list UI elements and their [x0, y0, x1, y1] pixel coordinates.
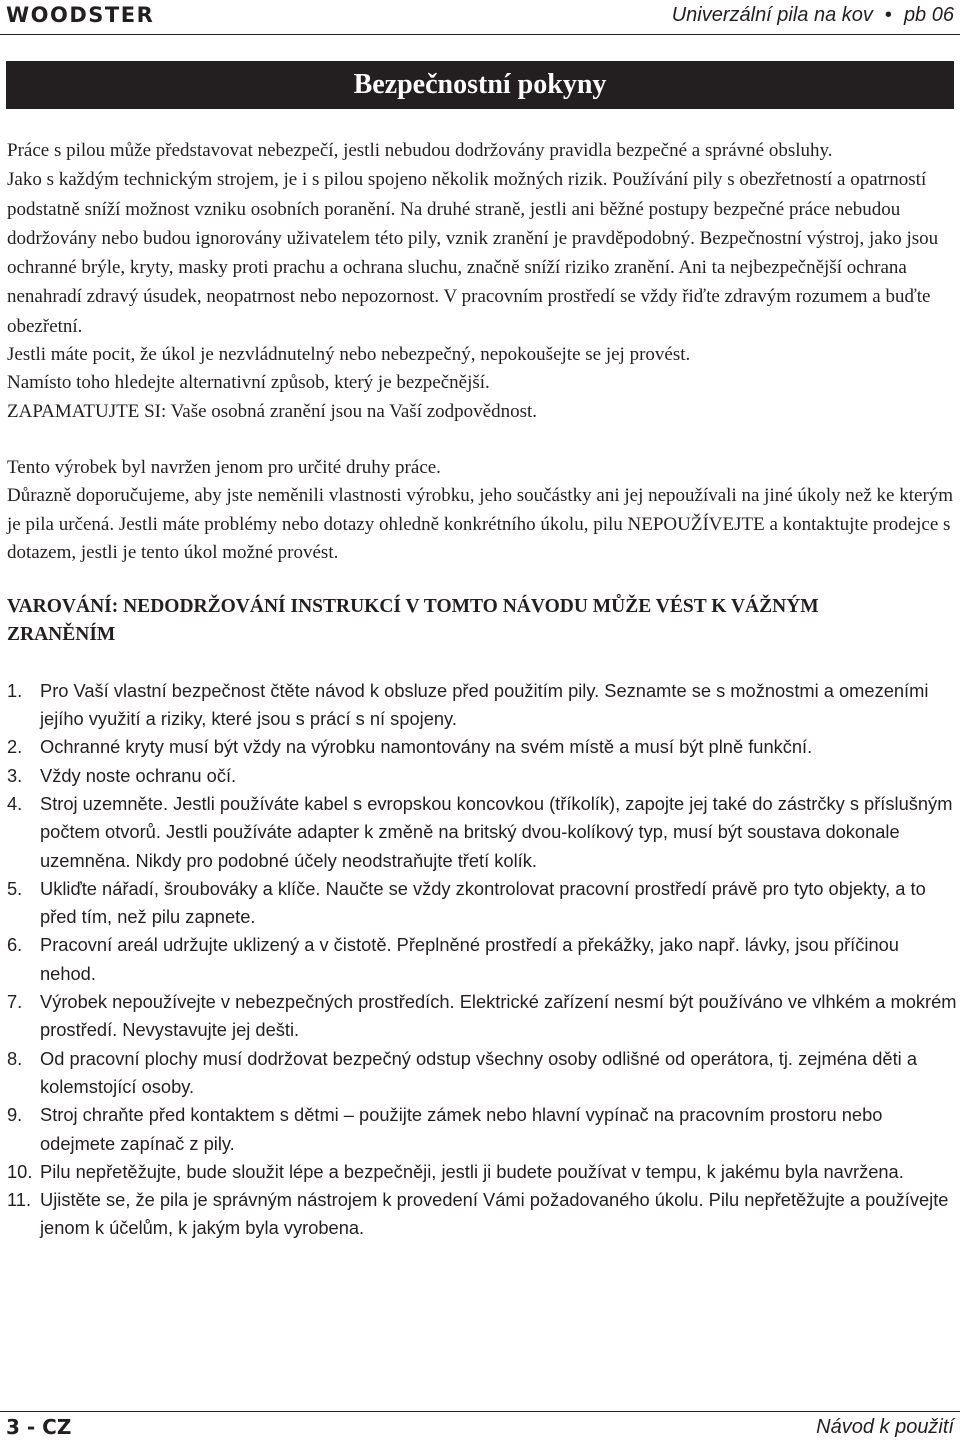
list-item: [7, 1186, 957, 1243]
meta-separator: •: [884, 4, 892, 26]
list-item-number: 4.: [7, 792, 23, 814]
list-item: [7, 790, 957, 875]
list-item: [7, 677, 957, 734]
usage-line: Tento výrobek byl navržen jenom pro určité druhy práce.: [7, 456, 441, 478]
list-item-number: 11.: [7, 1189, 32, 1211]
list-item: [7, 1158, 957, 1186]
intro-line: Jestli máte pocit, že úkol je nezvládnutelný nebo nebezpečný, nepokoušejte se jej provést.: [7, 344, 691, 366]
section-title: Bezpečnostní pokyny: [6, 61, 954, 109]
list-item-number: 5.: [7, 877, 23, 899]
product-name: Univerzální pila na kov: [671, 4, 873, 26]
list-item: [7, 733, 957, 761]
warning-heading: VAROVÁNÍ: NEDODRŽOVÁNÍ INSTRUKCÍ V TOMTO NÁVODU MŮŽE VÉST K VÁŽNÝM ZRANĚNÍM: [7, 596, 819, 646]
list-item-number: 8.: [7, 1047, 23, 1069]
list-item-text: Ujistěte se, že pila je správným nástrojem k provedení Vámi požadovaného úkolu. Pilu nepřetěžujte a používejte jenom k účelům, k jakým byla vyrobena.: [40, 1189, 949, 1239]
document-body: [7, 137, 957, 1243]
intro-paragraph-text: Jako s každým technickým strojem, je i s pilou spojeno několik možných rizik. Používání pily s obezřetností a opatrností podstatně sníží možnost vzniku osobních poranění. Na druhé straně, jestli ani běžné postupy bezpečné práce nebudou dodržovány nebo budou ignorovány uživatelem této pily, vznik zranění je pravděpodobný. Bezpečnostní výstroj, jako jsou ochranné brýle, kryty, masky proti prachu a ochrana sluchu, značně sníží riziko zranění. Ani ta nejbezpečnější ochrana nenahradí zdravý úsudek, neopatrnost nebo nepozornost. V pracovním prostředí se vždy řiďte zdravým rozumem a buďte obezřetní.: [7, 169, 939, 337]
brand-logo: WOODSTER: [6, 3, 155, 27]
list-item: [7, 931, 957, 988]
list-item-text: Výrobek nepoužívejte v nebezpečných prostředích. Elektrické zařízení nesmí být používáno ve vlhkém a mokrém prostředí. Nevystavujte jej dešti.: [40, 991, 957, 1041]
intro-paragraph: [7, 165, 957, 341]
list-item-text: Pro Vaší vlastní bezpečnost čtěte návod k obsluze před použitím pily. Seznamte se s možnostmi a omezeními jejího využití a riziky, které jsou s prácí s ní spojeny.: [40, 679, 929, 730]
list-item-number: 9.: [7, 1104, 23, 1126]
spacer: [7, 567, 957, 593]
list-item-text: Pilu nepřetěžujte, bude sloužit lépe a bezpečněji, jestli ji budete používat v tempu, k jakému byla navržena.: [40, 1160, 904, 1182]
spacer: [7, 650, 957, 677]
list-item-text: Pracovní areál udržujte uklizený a v čistotě. Přeplněné prostředí a překážky, jako např. lávky, jsou příčinou nehod.: [40, 934, 899, 984]
usage-paragraph: Důrazně doporučujeme, aby jste neměnili vlastnosti výrobku, jeho součástky ani jej nepoužívali na jiné úkoly než ke kterým je pila určená. Jestli máte problémy nebo dotazy ohledně konkrétního úkolu, pilu NEPOUŽÍVEJTE a kontaktujte prodejce s dotazem, jestli je tento úkol možné provést.: [7, 485, 954, 563]
list-item: [7, 1101, 957, 1158]
list-item-number: 3.: [7, 764, 23, 786]
spacer: [7, 426, 957, 454]
list-item: [7, 988, 957, 1045]
list-item-text: Vždy noste ochranu očí.: [40, 764, 237, 786]
page-header: [0, 0, 960, 35]
list-item-text: Stroj chraňte před kontaktem s dětmi – použijte zámek nebo hlavní vypínač na pracovním prostoru nebo odejmete zapínač z pily.: [40, 1104, 883, 1154]
intro-line: Namísto toho hledejte alternativní způsob, který je bezpečnější.: [7, 372, 490, 394]
list-item-text: Stroj uzemněte. Jestli používáte kabel s evropskou koncovkou (tříkolík), zapojte jej také do zástrčky s příslušným počtem otvorů. Jestli používáte adapter k změně na britský dvou-kolíkový typ, musí být soustava dokonale uzemněna. Nikdy pro podobné účely neodstraňujte třetí kolík.: [40, 792, 953, 871]
remember-note: ZAPAMATUJTE SI: Vaše osobná zranění jsou na Vaší zodpovědnost.: [7, 400, 538, 422]
list-item-number: 7.: [7, 991, 23, 1013]
intro-line: Práce s pilou může představovat nebezpečí, jestli nebudou dodržovány pravidla bezpečné a správné obsluhy.: [7, 140, 833, 161]
list-item-text: Ochranné kryty musí být vždy na výrobku namontovány na svém místě a musí být plně funkční.: [40, 736, 813, 758]
footer-divider: [0, 1411, 960, 1412]
list-item-number: 6.: [7, 934, 23, 956]
list-item-number: 10.: [7, 1160, 33, 1182]
list-item-number: 1.: [7, 679, 23, 701]
document-meta: [672, 4, 954, 27]
list-item-text: Od pracovní plochy musí dodržovat bezpečný odstup všechny osoby odlišné od operátora, tj. zejména děti a kolemstojící osoby.: [40, 1047, 917, 1097]
list-item: [7, 1045, 957, 1102]
safety-rules-list: [7, 677, 957, 1243]
page-number: 3 - CZ: [6, 1415, 72, 1439]
list-item: [7, 875, 957, 932]
model-code: pb 06: [903, 4, 954, 26]
list-item-text: Ukliďte nářadí, šroubováky a klíče. Naučte se vždy zkontrolovat pracovní prostředí právě pro tyto objekty, a to před tím, než pilu zapnete.: [40, 877, 926, 928]
footer-title: Návod k použití: [816, 1416, 954, 1438]
list-item-number: 2.: [7, 736, 23, 758]
list-item: [7, 762, 957, 790]
